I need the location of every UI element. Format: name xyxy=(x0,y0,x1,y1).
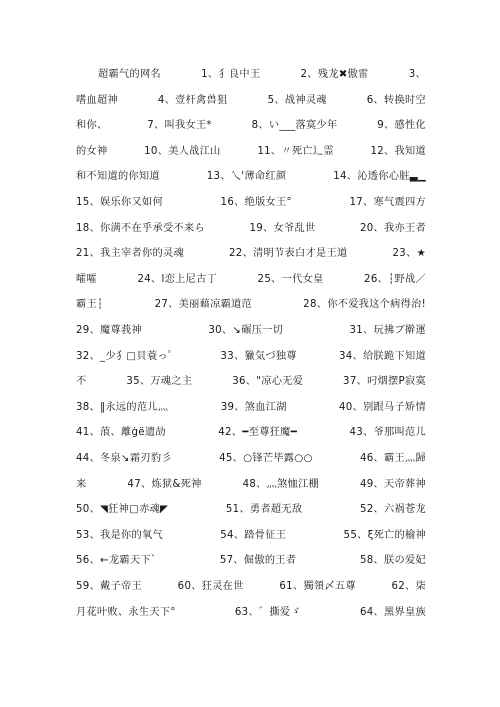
text-segment: 42、━至尊狂魔━ xyxy=(218,427,298,439)
text-segment: 8、い___落寞少年 xyxy=(251,120,338,132)
text-segment: 17、寒气震四方 xyxy=(349,197,426,208)
text-segment: 和不知道的你知道 xyxy=(76,171,160,183)
text-segment: 54、踏骨征王 xyxy=(220,529,287,541)
text-segment: 37、叼烟摆P寂寞 xyxy=(343,376,426,388)
text-segment: 48、灬煞恤江棚 xyxy=(242,478,320,490)
text-line xyxy=(98,68,426,82)
text-segment: 57、倔傲的王者 xyxy=(219,555,297,567)
text-line xyxy=(76,606,426,620)
text-line xyxy=(76,119,426,133)
text-segment: 6、转换时空 xyxy=(366,94,426,106)
text-segment: 来 xyxy=(76,478,87,490)
text-segment: 13、乀'薄命红颜 xyxy=(206,171,287,183)
text-segment: 64、黑界皇族 xyxy=(359,606,426,618)
text-line xyxy=(76,554,426,568)
text-segment: 1、犭良中王 xyxy=(201,69,261,80)
text-line xyxy=(76,478,426,492)
text-segment: 不 xyxy=(76,376,87,388)
text-segment: 30、↘碾压一切 xyxy=(208,325,284,336)
text-line xyxy=(76,401,426,415)
text-line xyxy=(76,196,426,210)
text-segment: 53、我是你的氧气 xyxy=(76,529,163,541)
text-segment: 25、一代女皇 xyxy=(257,273,324,285)
text-segment: 39、煞血江湖 xyxy=(220,401,287,413)
text-line xyxy=(76,273,426,287)
text-line xyxy=(76,503,426,517)
text-segment: 3、 xyxy=(408,69,426,80)
text-segment: 51、勇者超无敌 xyxy=(225,504,303,516)
text-segment: 58、朕の爱妃 xyxy=(359,555,426,567)
text-segment: 32、_少犭□貝蓑っ゜ xyxy=(76,350,179,362)
text-segment: 59、戴子帝王 xyxy=(76,581,143,592)
text-segment: 月花叶败、永生天下° xyxy=(76,606,176,618)
text-segment: 9、感性化 xyxy=(377,120,426,132)
text-segment: 35、万魂之主 xyxy=(126,376,193,388)
text-segment: 60、狂灵在世 xyxy=(177,581,244,592)
text-segment: 29、魔尊莪神 xyxy=(76,325,143,336)
text-segment: 33、獵気づ独尊 xyxy=(220,350,297,362)
text-segment: 23、★ xyxy=(392,248,426,260)
text-segment: 7、叫我女王* xyxy=(147,120,212,132)
text-line xyxy=(76,298,426,312)
text-segment: 4、壹杆禽兽狙 xyxy=(157,94,228,106)
text-segment: 63、゛撕爱ゞ xyxy=(234,606,301,618)
text-line xyxy=(76,145,426,159)
text-segment: 43、爷那叫范儿 xyxy=(349,427,426,439)
text-segment: 19、女爷乱世 xyxy=(249,222,316,234)
text-segment: 44、冬泉↘霜刃豹彡 xyxy=(76,453,172,464)
text-segment: 21、我主宰者你的灵魂 xyxy=(76,248,184,260)
text-line xyxy=(76,350,426,364)
text-segment: 49、天帝葬神 xyxy=(359,478,426,490)
text-segment: 12、我知道 xyxy=(370,145,426,157)
text-segment: 11、〃死亡辶霊 xyxy=(257,145,334,157)
text-segment: 36、"凉心无爱 xyxy=(232,376,304,388)
text-segment: 20、我亦王者 xyxy=(359,222,426,234)
text-line xyxy=(76,452,426,466)
text-segment: 嚯嚯 xyxy=(76,273,97,285)
text-segment: 16、绝版女王° xyxy=(220,197,292,208)
text-segment: 34、给朕跪下知道 xyxy=(339,350,426,362)
text-line xyxy=(76,170,426,184)
text-segment: 和你、 xyxy=(76,120,108,132)
text-segment: 55、ξ死亡的榆神 xyxy=(343,529,426,541)
text-line xyxy=(76,529,426,543)
text-segment: 10、美人战江山 xyxy=(144,145,221,157)
text-segment: 霸王┆ xyxy=(76,299,104,311)
text-segment: 超霸气的网名 xyxy=(98,69,161,80)
text-segment: 18、你满不在乎承受不来ら xyxy=(76,222,205,234)
text-segment: 的女神 xyxy=(76,145,108,157)
text-line xyxy=(76,94,426,108)
text-segment: 45、○锋芒毕露○○ xyxy=(219,453,313,464)
text-segment: 40、别跟马子矫情 xyxy=(339,401,426,413)
text-line xyxy=(76,580,426,594)
text-segment: 22、清明节表白才是王道 xyxy=(229,248,348,260)
text-segment: 41、蒗、離ġё遗劼 xyxy=(76,427,166,439)
text-segment: 5、战神灵魂 xyxy=(267,94,327,106)
text-segment: 61、獨領〆五尊 xyxy=(279,581,356,592)
text-segment: 52、六祸苍龙 xyxy=(359,504,426,516)
text-segment: 24、l恋上尼古丁 xyxy=(137,273,218,285)
text-segment: 46、霸王灬歸 xyxy=(359,453,426,464)
text-segment: 28、你不爱我这个病得治! xyxy=(303,299,426,311)
text-line xyxy=(76,426,426,440)
text-segment: 26、┆野战／ xyxy=(364,273,426,285)
text-segment: 2、残龙✖傲雷 xyxy=(300,69,369,80)
text-line xyxy=(76,222,426,236)
text-segment: 嗜血超神 xyxy=(76,94,118,106)
text-line xyxy=(76,324,426,338)
text-segment: 27、美丽藉凉霸道范 xyxy=(154,299,253,311)
text-segment: 15、娱乐你又如何 xyxy=(76,197,163,208)
text-line xyxy=(76,247,426,261)
text-segment: 56、←龙霸天下` xyxy=(76,555,157,567)
text-segment: 38、‖永远的范儿灬 xyxy=(76,401,169,413)
text-segment: 62、柒 xyxy=(391,581,426,592)
text-segment: 47、炼狱&死神 xyxy=(127,478,202,490)
text-segment: 31、玩拂ブ擀運 xyxy=(349,325,426,336)
text-segment: 50、◥狂神□赤魂◤ xyxy=(76,504,169,516)
text-line xyxy=(76,375,426,389)
text-segment: 14、沁透你心脏▃▁ xyxy=(333,171,426,183)
